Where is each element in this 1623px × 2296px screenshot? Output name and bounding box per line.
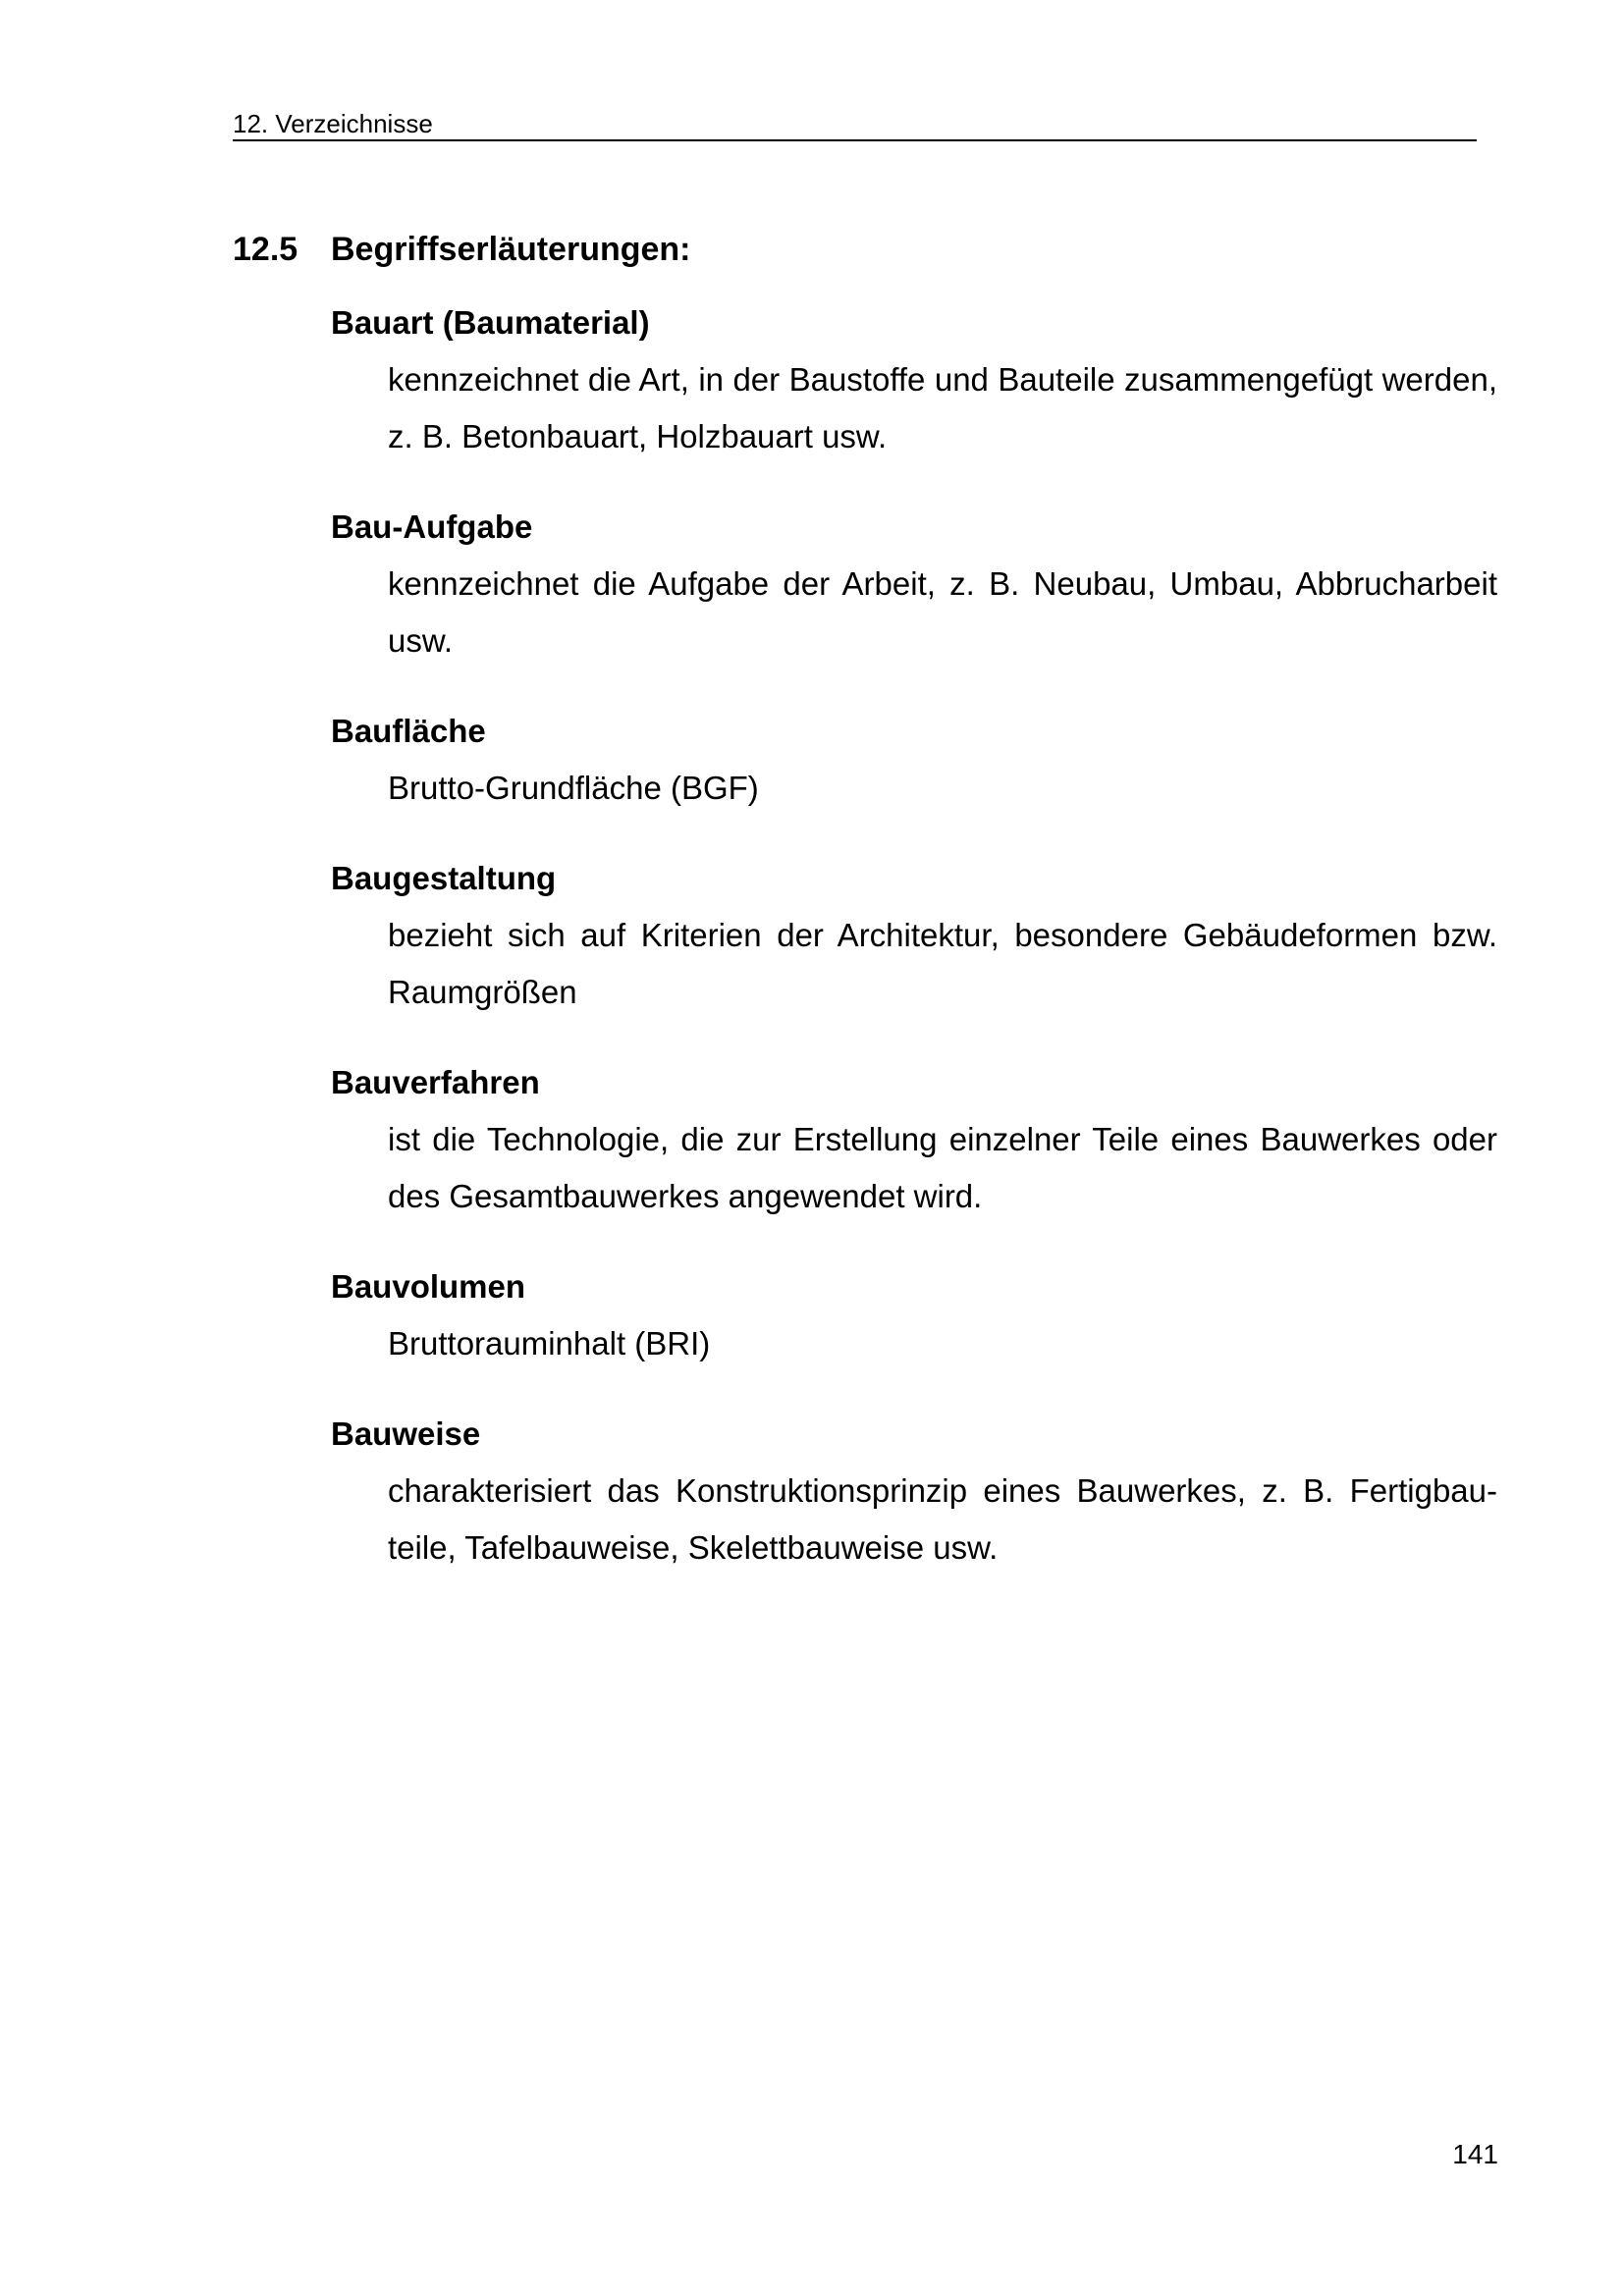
running-header: 12. Verzeichnisse [233,108,1477,141]
glossary-term: Bauart (Baumaterial) [331,304,650,341]
glossary-term: Bauweise [331,1415,481,1452]
glossary-definition: charakterisiert das Konstruktionsprinzip eines Bauwerkes, z. B. Fertigbauteile, Tafelbauweise, Skelettbauweise usw. [388,1472,1497,1566]
glossary-entry-bauverfahren [331,1054,1497,1225]
glossary-definition: kennzeichnet die Art, in der Baustoffe und Bauteile zusammengefügt werden, z. B. Betonbauart, Holzbauart usw. [388,361,1497,454]
glossary-term: Bau-Aufgabe [331,508,533,545]
glossary-definition: ist die Technologie, die zur Erstellung einzelner Teile eines Bauwerkes oder des Gesamtbauwerkes angewendet wird. [388,1121,1497,1214]
glossary-entry-bauflaeche [331,703,1497,817]
glossary-list [331,294,1497,1610]
glossary-term: Baufläche [331,713,486,749]
glossary-entry-bauweise [331,1406,1497,1576]
glossary-term: Bauverfahren [331,1064,540,1100]
glossary-entry-bau-aufgabe [331,499,1497,669]
glossary-entry-bauart [331,294,1497,465]
glossary-definition: Bruttorauminhalt (BRI) [388,1325,711,1362]
glossary-definition: kennzeichnet die Aufgabe der Arbeit, z. B. Neubau, Umbau, Abbrucharbeit usw. [388,565,1497,659]
section-heading [233,226,691,273]
glossary-term: Bauvolumen [331,1268,526,1305]
glossary-entry-baugestaltung [331,850,1497,1021]
section-number: 12.5 [233,231,298,268]
section-title: Begriffserläuterungen: [331,231,691,268]
glossary-entry-bauvolumen [331,1258,1497,1372]
glossary-definition: bezieht sich auf Kriterien der Architektur, besondere Gebäudeformen bzw. Raumgrößen [388,917,1497,1010]
page-number: 141 [1452,2139,1498,2169]
glossary-definition: Brutto-Grundfläche (BGF) [388,770,759,806]
glossary-term: Baugestaltung [331,860,557,896]
